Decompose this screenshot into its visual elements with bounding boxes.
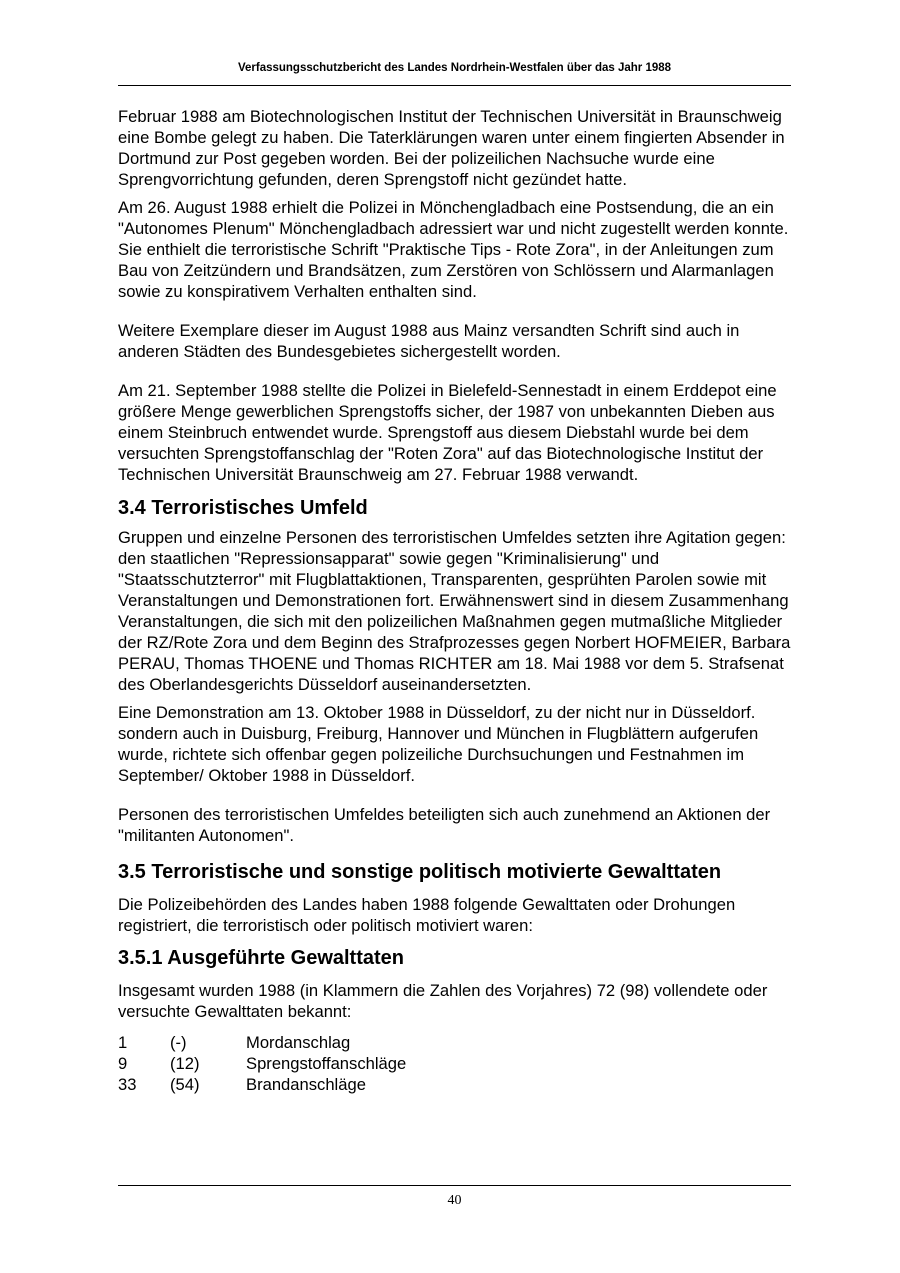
paragraph: Am 26. August 1988 erhielt die Polizei in Mönchengladbach eine Postsendung, die an ein "Autonomes Plenum" Mönchengladbach adressiert war und nicht zugestellt werden konnte. Sie enthielt die terroristische Schrift "Praktische Tips - Rote Zora", in der Anleitungen zum Bau von Zeitzündern und Brandsätzen, zum Zerstören von Schlössern und Alarmanlagen sowie zu konspirativem Verhalten enthalten sind. xyxy=(118,198,789,301)
stat-previous: (54) xyxy=(170,1075,200,1094)
paragraph: Februar 1988 am Biotechnologischen Institut der Technischen Universität in Braunschweig eine Bombe gelegt zu haben. Die Taterklärungen waren unter einem fingierten Absender in Dortmund zur Post gegeben worden. Bei der polizeilichen Nachsuche wurde eine Sprengvorrichtung gefunden, deren Sprengstoff nicht gezündet hatte. xyxy=(118,107,785,189)
paragraph: Gruppen und einzelne Personen des terroristischen Umfeldes setzten ihre Agitation gegen: den staatlichen "Repressionsapparat" sowie gegen "Kriminalisierung" und "Staatsschutzterror" mit Flugblattaktionen, Transparenten, gesprühten Parolen sowie mit Veranstaltungen und Demonstrationen fort. Erwähnenswert sind in diesem Zusammenhang Veranstaltungen, die sich mit den polizeilichen Maßnahmen gegen mutmaßliche Mitglieder der RZ/Rote Zora und dem Beginn des Strafprozesses gegen Norbert HOFMEIER, Barbara PERAU, Thomas THOENE und Thomas RICHTER am 18. Mai 1988 vor dem 5. Strafsenat des Oberlandesgerichts Düsseldorf auseinandersetzten. xyxy=(118,528,791,694)
stat-previous: (-) xyxy=(170,1033,187,1052)
running-header: Verfassungsschutzbericht des Landes Nordrhein-Westfalen über das Jahr 1988 xyxy=(237,62,672,74)
paragraph: Personen des terroristischen Umfeldes beteiligten sich auch zunehmend an Aktionen der "militanten Autonomen". xyxy=(118,805,771,845)
stat-count: 33 xyxy=(118,1075,137,1094)
stat-label: Sprengstoffanschläge xyxy=(246,1054,407,1073)
stat-previous: (12) xyxy=(170,1054,200,1073)
list-item xyxy=(118,1032,791,1053)
paragraph: Am 21. September 1988 stellte die Polizei in Bielefeld-Sennestadt in einem Erddepot eine größere Menge gewerblichen Sprengstoffs sicher, der 1987 von unbekannten Dieben aus einem Steinbruch entwendet wurde. Sprengstoff aus diesem Diebstahl wurde bei dem versuchten Sprengstoffanschlag der "Roten Zora" auf das Biotechnologische Institut der Technischen Universität Braunschweig am 27. Februar 1988 verwandt. xyxy=(118,381,777,484)
stat-label: Mordanschlag xyxy=(246,1033,351,1052)
paragraph: Insgesamt wurden 1988 (in Klammern die Zahlen des Vorjahres) 72 (98) vollendete oder versuchte Gewalttaten bekannt: xyxy=(118,981,768,1021)
paragraph: Eine Demonstration am 13. Oktober 1988 in Düsseldorf, zu der nicht nur in Düsseldorf. sondern auch in Duisburg, Freiburg, Hannover und München in Flugblättern aufgerufen wurde, richtete sich offenbar gegen polizeiliche Durchsuchungen und Festnahmen im September/ Oktober 1988 in Düsseldorf. xyxy=(118,703,759,785)
subsection-heading: 3.5.1 Ausgeführte Gewalttaten xyxy=(118,947,404,969)
page-number: 40 xyxy=(447,1193,462,1208)
header-rule xyxy=(118,85,791,86)
paragraph: Weitere Exemplare dieser im August 1988 aus Mainz versandten Schrift sind auch in anderen Städten des Bundesgebietes sichergestellt worden. xyxy=(118,321,740,361)
page-content xyxy=(118,106,791,1095)
paragraph: Die Polizeibehörden des Landes haben 1988 folgende Gewalttaten oder Drohungen registriert, die terroristisch oder politisch motiviert waren: xyxy=(118,895,736,935)
stat-count: 1 xyxy=(118,1033,128,1052)
stat-label: Brandanschläge xyxy=(246,1075,366,1094)
statistics-list xyxy=(118,1032,791,1095)
stat-count: 9 xyxy=(118,1054,128,1073)
footer-rule xyxy=(118,1185,791,1186)
list-item xyxy=(118,1074,791,1095)
section-heading: 3.4 Terroristisches Umfeld xyxy=(118,497,368,519)
section-heading: 3.5 Terroristische und sonstige politisch motivierte Gewalttaten xyxy=(118,861,722,883)
list-item xyxy=(118,1053,791,1074)
